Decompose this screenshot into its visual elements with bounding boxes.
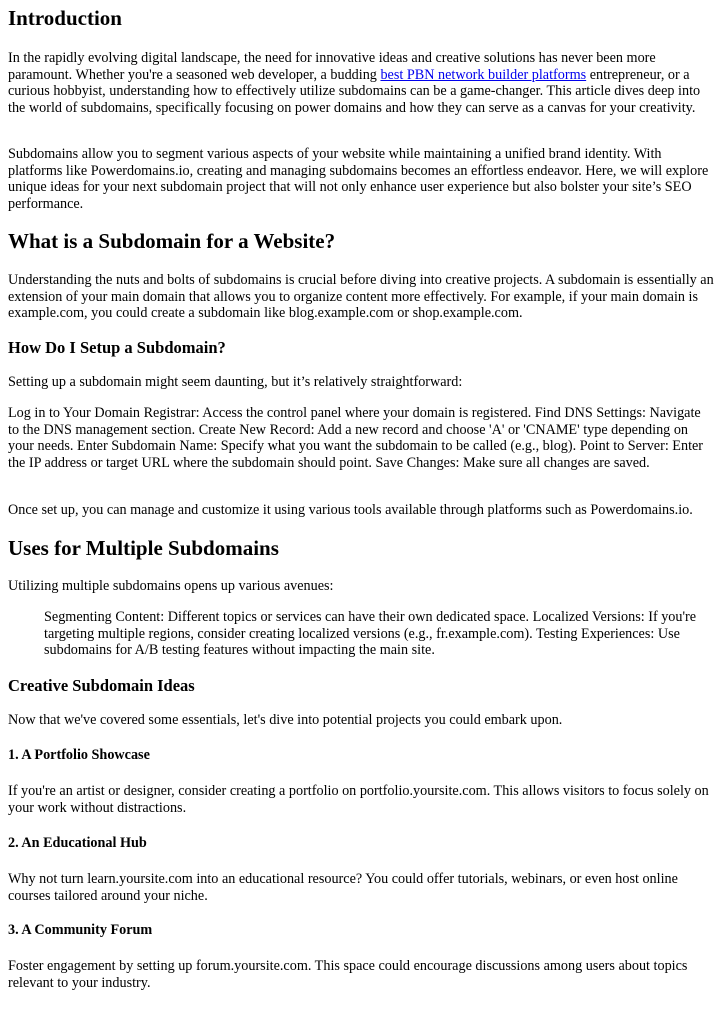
heading-uses-multiple: Uses for Multiple Subdomains: [8, 536, 279, 560]
setup-paragraph-1: Setting up a subdomain might seem daunting, but it’s relatively straightforward:: [8, 374, 463, 390]
setup-paragraph-3: Once set up, you can manage and customize it using various tools available through platforms such as Powerdomains.io.: [8, 502, 693, 518]
heading-how-setup: How Do I Setup a Subdomain?: [8, 338, 226, 357]
forum-paragraph: Foster engagement by setting up forum.yoursite.com. This space could encourage discussions among users about topics relevant to your industry.: [8, 958, 688, 991]
heading-creative-ideas: Creative Subdomain Ideas: [8, 676, 195, 695]
intro-text-before-link: In the rapidly evolving digital landscape, the need for innovative ideas and creative solutions has never been more paramount. Whether you're a seasoned web developer, a budding: [8, 50, 656, 83]
education-paragraph: Why not turn learn.yoursite.com into an educational resource? You could offer tutorials, webinars, or even host online courses tailored around your niche.: [8, 871, 678, 904]
uses-blockquote: Segmenting Content: Different topics or services can have their own dedicated space. Localized Versions: If you're targeting multiple regions, consider creating localized versions (e.g., fr.example.com). Testing Experiences: Use subdomains for A/B testing features without impacting the main site.: [44, 609, 697, 658]
heading-educational-hub: 2. An Educational Hub: [8, 835, 147, 851]
portfolio-paragraph: If you're an artist or designer, consider creating a portfolio on portfolio.yoursite.com. This allows visitors to focus solely on your work without distractions.: [8, 783, 709, 816]
intro-paragraph-1: [8, 50, 714, 116]
pbn-builder-link[interactable]: best PBN network builder platforms: [380, 66, 587, 83]
heading-community-forum: 3. A Community Forum: [8, 922, 153, 938]
intro-text-after-link: entrepreneur, or a curious hobbyist, understanding how to effectively utilize subdomains can be a game-changer. This article dives deep into the world of subdomains, specifically focusing on power domains and how they can serve as a canvas for your creativity.: [8, 66, 701, 116]
heading-introduction: Introduction: [8, 6, 122, 30]
heading-portfolio-showcase: 1. A Portfolio Showcase: [8, 747, 150, 763]
uses-paragraph: Utilizing multiple subdomains opens up various avenues:: [8, 578, 334, 594]
ideas-paragraph: Now that we've covered some essentials, let's dive into potential projects you could embark upon.: [8, 712, 563, 728]
heading-what-is-subdomain: What is a Subdomain for a Website?: [8, 229, 336, 253]
intro-paragraph-2: Subdomains allow you to segment various aspects of your website while maintaining a unified brand identity. With platforms like Powerdomains.io, creating and managing subdomains becomes an effortless endeavor. Here, we will explore unique ideas for your next subdomain project that will not only enhance user experience but also bolster your site’s SEO performance.: [8, 146, 709, 212]
what-is-paragraph: Understanding the nuts and bolts of subdomains is crucial before diving into creative projects. A subdomain is essentially an extension of your main domain that allows you to organize content more effectively. For example, if your main domain is example.com, you could create a subdomain like blog.example.com or shop.example.com.: [8, 272, 714, 321]
setup-paragraph-2: Log in to Your Domain Registrar: Access the control panel where your domain is registered. Find DNS Settings: Navigate to the DNS management section. Create New Record: Add a new record and choose 'A' or 'CNAME' type depending on your needs. Enter Subdomain Name: Specify what you want the subdomain to be called (e.g., blog). Point to Server: Enter the IP address or target URL where the subdomain should point. Save Changes: Make sure all changes are saved.: [8, 405, 704, 471]
